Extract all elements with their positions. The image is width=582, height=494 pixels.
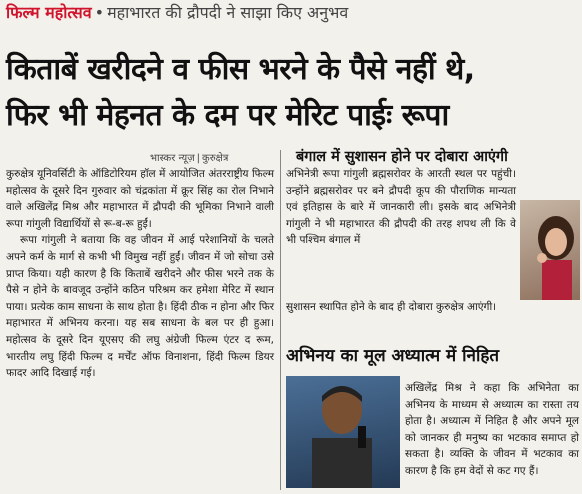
akhilendra-mishra-photo [286,376,400,488]
kicker [6,2,580,24]
kicker-text: महाभारत की द्रौपदी ने साझा किए अनुभव [107,3,349,22]
subheading-bengal: बंगाल में सुशासन होने पर दोबारा आएंगी [296,149,508,165]
section-label: फिल्म महोत्सव [6,3,92,22]
left-para-1: कुरुक्षेत्र यूनिवर्सिटी के ऑडिटोरियम हॉल में आयोजित अंतरराष्ट्रीय फिल्म महोत्सव के दूसरे दिन गुरुवार को चंद्रकांता में क्रूर सिंह का रोल निभाने वाले अखिलेंद्र मिश्र और महाभारत में द्रौपदी की भूमिका निभाने वाली रूपा गांगुली विद्यार्थियों से रू-ब-रू हुईं। [6,168,274,230]
man-portrait-icon [286,376,400,488]
right-bottom-para: अखिलेंद्र मिश्र ने कहा कि अभिनेता का अभिनय के माध्यम से अध्यात्म का रास्ता तय होता है। अध्यात्म में निहित है और अपने मूल को जानकर ही मनुष्य का भटकाव समाप्त हो सकता है। व्यक्ति के जीवन में भटकाव का कारण है कि हम वेदों से कट गए हैं। [405,382,579,477]
headline-line-1: किताबें खरीदने व फीस भरने के पैसे नहीं थे, [6,52,475,87]
byline-separator: | [196,153,201,164]
byline [150,150,228,164]
column-divider [280,150,281,490]
woman-portrait-icon [520,200,580,300]
rupa-ganguly-photo [520,200,580,300]
headline-line-2: फिर भी मेहनत के दम पर मेरिट पाईः रूपा [6,98,449,133]
byline-source: भास्कर न्यूज़ [150,153,195,164]
right-top-para-1: अभिनेत्री रूपा गांगुली ब्रह्मसरोवर के आरती स्थल पर पहुंची। उन्होंने ब्रह्मसरोवर पर बने द्रौपदी कूप की पौराणिक मान्यता एवं इतिहास के बारे में जानकारी ली। इसके बाद अभिनेत्री गांगुली ने भी महाभारत की द्रौपदी की तरह शपथ ली कि वे भी पश्चिम बंगाल में [286,168,516,247]
subheading-acting: अभिनय का मूल अध्यात्म में निहित [286,346,500,366]
left-column [6,166,274,382]
byline-location: कुरुक्षेत्र [202,153,229,164]
left-para-2: रूपा गांगुली ने बताया कि वह जीवन में आई परेशानियों के चलते अपने कर्म के मार्ग से कभी भी विमुख नहीं हुईं। जीवन में जो सोचा उसे प्राप्त किया। यही कारण है कि किताबें खरीदने और फीस भरने तक के पैसे न होने के बावजूद उन्होंने कठिन परिश्रम कर हमेशा मेरिट में स्थान पाया। प्रत्येक काम साधना के साथ होता है। हिंदी ठीक न होना और फिर महाभारत में अभिनय करना। यह सब साधना के बल पर ही हुआ। महोत्सव के दूसरे दिन यूएसए की लघु अंग्रेजी फिल्म एंटर द रूम, भारतीय लघु हिंदी फिल्म द मर्चेंट ऑफ विनाशना, हिंदी फिल्म डियर फादर आदि दिखाई गई। [6,234,274,380]
right-top-para-2: सुशासन स्थापित होने के बाद ही दोबारा कुरुक्षेत्र आएंगी। [286,301,497,313]
separator-dot: • [94,3,105,22]
